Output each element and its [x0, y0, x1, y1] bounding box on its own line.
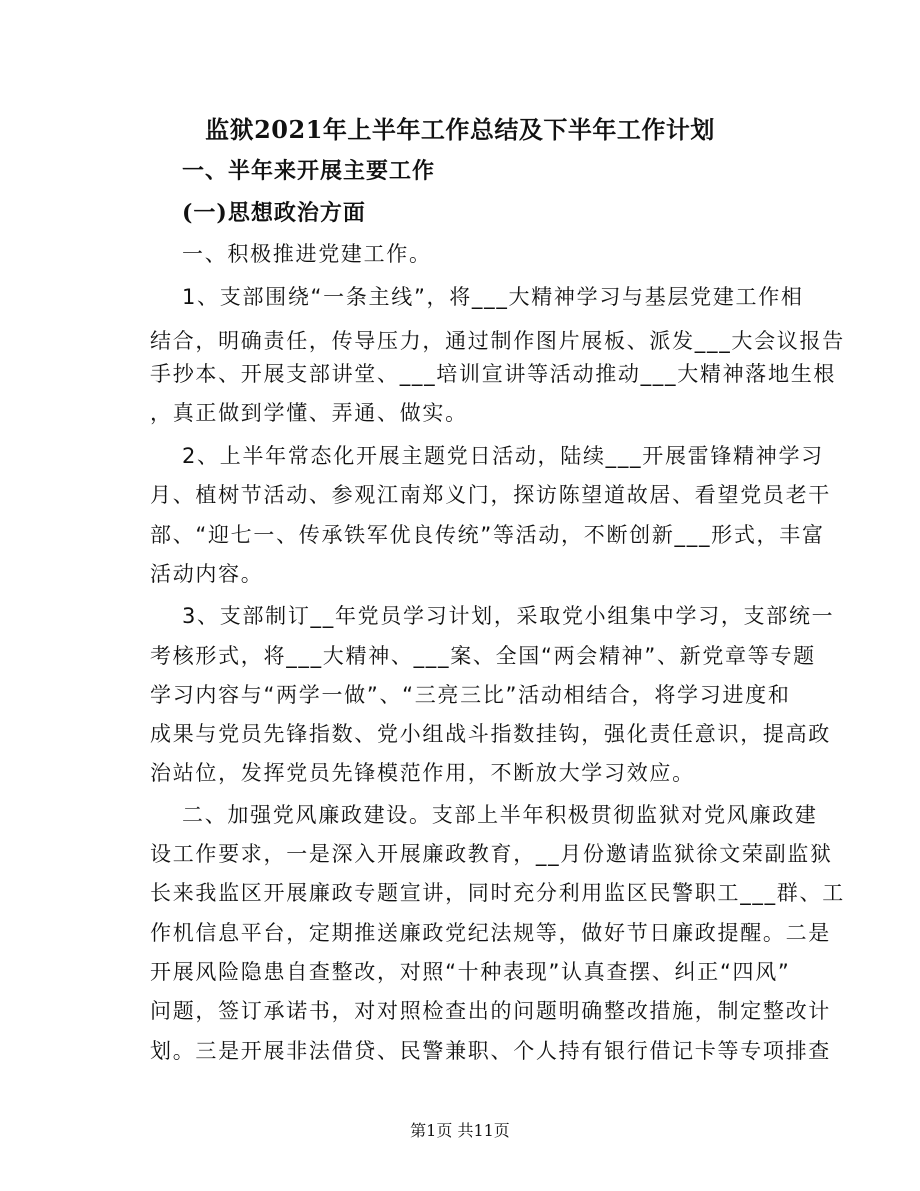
paragraph-line: 开展风险隐患自查整改，对照“十种表现”认真查摆、纠正“四风” [150, 960, 791, 984]
paragraph-line: 划。三是开展非法借贷、民警兼职、个人持有银行借记卡等专项排查 [150, 1039, 831, 1063]
paragraph-line: 3、支部制订__年党员学习计划，采取党小组集中学习，支部统一 [182, 604, 835, 628]
paragraph-line: 成果与党员先锋指数、党小组战斗指数挂钩，强化责任意识，提高政 [150, 722, 831, 746]
paragraph-line: 1、支部围绕“一条主线”，将___大精神学习与基层党建工作相 [182, 285, 804, 309]
paragraph-line: ，真正做到学懂、弄通、做实。 [150, 401, 468, 425]
paragraph-line: 一、积极推进党建工作。 [182, 242, 432, 266]
paragraph-line: 活动内容。 [150, 562, 264, 586]
paragraph-line: 月、植树节活动、参观江南郑义门，探访陈望道故居、看望党员老干 [150, 483, 831, 507]
section-heading: 一、半年来开展主要工作 [182, 158, 436, 184]
paragraph-line: 作机信息平台，定期推送廉政党纪法规等，做好节日廉政提醒。二是 [150, 921, 831, 945]
paragraph-line: 学习内容与“两学一做”、“三亮三比”活动相结合，将学习进度和 [150, 683, 791, 707]
page-number-footer: 第1页 共11页 [410, 1121, 510, 1140]
paragraph-line: 结合，明确责任，传导压力，通过制作图片展板、派发___大会议报告 [150, 329, 845, 353]
paragraph-line: 部、“迎七一、传承铁军优良传统”等活动，不断创新___形式，丰富 [150, 523, 825, 547]
paragraph-line: 治站位，发挥党员先锋模范作用，不断放大学习效应。 [150, 761, 695, 785]
paragraph-line: 长来我监区开展廉政专题宣讲，同时充分利用监区民警职工___群、工 [150, 881, 845, 905]
paragraph-line: 二、加强党风廉政建设。支部上半年积极贯彻监狱对党风廉政建 [182, 803, 818, 827]
document-title: 监狱2021年上半年工作总结及下半年工作计划 [205, 115, 715, 144]
paragraph-line: 2、上半年常态化开展主题党日活动，陆续___开展雷锋精神学习 [182, 444, 824, 468]
paragraph-line: 考核形式，将___大精神、___案、全国“两会精神”、新党章等专题 [150, 644, 816, 668]
paragraph-line: 手抄本、开展支部讲堂、___培训宣讲等活动推动___大精神落地生根 [150, 362, 837, 386]
paragraph-line: 设工作要求，一是深入开展廉政教育，__月份邀请监狱徐文荣副监狱 [150, 842, 833, 866]
paragraph-line: 问题，签订承诺书，对对照检查出的问题明确整改措施，制定整改计 [150, 999, 831, 1023]
subsection-heading: (一)思想政治方面 [182, 200, 366, 226]
